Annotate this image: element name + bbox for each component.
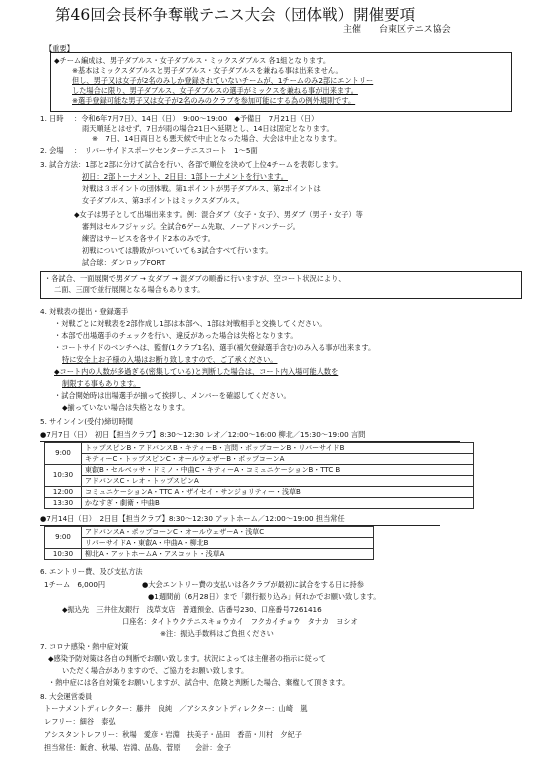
table-row <box>45 549 374 560</box>
table-row <box>45 443 474 454</box>
section-line: トーナメントディレクター：藤井 良純 ／アシスタントディレクター：山崎 嵐 <box>44 704 308 713</box>
section-line: 練習はサービスを各サイド2本のみです。 <box>82 234 215 243</box>
day2-heading: ●7月14日（日） 2日目【担当クラブ】8:30～12:30 アットホーム／12:00～19:00 担当常任 <box>40 514 345 523</box>
section-line: 対戦は３ポイントの団体戦。第1ポイントが男子ダブルス、第2ポイントは <box>82 184 321 193</box>
table-row <box>45 498 474 509</box>
section-heading: 3. 試合方法 <box>40 160 78 169</box>
table-row <box>45 454 474 465</box>
section-line: ・試合開始時は出場選手が揃って挨拶し、メンバーを確認してください。 <box>54 391 291 400</box>
notice-line: ※選手登録可能な男子又は女子が2名のみのクラブを参加可能にする為の例外規則です。 <box>72 96 356 105</box>
section-heading: 8. 大会運営委員 <box>40 692 93 701</box>
section-line: 審判はセルフジャッジ。全試合6ゲーム先取、ノーアドバンテージ。 <box>82 222 300 231</box>
section-heading: 4. 対戦表の提出・登録選手 <box>40 307 129 316</box>
section-line: ・本部で出場選手のチェックを行い、違反があった場合は失格となります。 <box>54 331 298 340</box>
section-line: ※注：振込手数料はご負担ください <box>160 629 274 638</box>
page-title: 第46回会長杯争奪戦テニス大会（団体戦）開催要項 <box>55 6 416 24</box>
notice-label: 【重要】 <box>45 44 74 53</box>
section-line: ◆感染予防対策は各自の判断でお願い致します。状況によっては主催者の指示に従って <box>48 654 327 663</box>
section-heading: 6. エントリー費、及び支払方法 <box>40 567 143 576</box>
section-line: 制限する事もあります。 <box>62 379 141 388</box>
clubs-cell: キティーC・トップスピンC・オールウェザーB・ポップコーンA <box>82 454 474 465</box>
section-line: 雨天順延とはせず、7日が雨の場合21日へ延期とし、14日は固定となります。 <box>82 124 334 133</box>
section-line: ◆女子は男子として出場出来ます。例：混合ダブ（女子・女子）、男ダブ（男子・女子）等 <box>74 210 363 219</box>
section-line: 試合球：ダンロップFORT <box>82 258 166 267</box>
table-row <box>45 527 374 538</box>
section-line: ・熱中症には各自対策をお願いしますが、試合中、危険と判断した場合、棄権して頂きます。 <box>48 678 350 687</box>
clubs-cell: コミュニケーションA・TTC A・ザイセイ・サンジョリティー・浅草B <box>82 487 474 498</box>
day2-schedule-table <box>44 526 374 560</box>
clubs-cell: トップスピンB・アドバンスB・キティーB・言問・ポップコーンB・リバーサイドB <box>82 443 474 454</box>
section-heading: 2. 会場 <box>40 146 64 155</box>
day1-schedule-table <box>44 442 474 509</box>
time-cell: 12:00 <box>45 487 82 498</box>
entry-fee: 1チーム 6,000円 <box>44 580 106 589</box>
section-line: 初戦については勝敗がついていても3試合すべて行います。 <box>82 246 273 255</box>
time-cell: 10:30 <box>45 549 82 560</box>
clubs-cell: アドバンスA・ポップコーンC・オールウェザーA・浅草C <box>82 527 374 538</box>
section-heading: 5. サインイン(受付)締切時間 <box>40 417 133 426</box>
section-line: いただく場合がありますので、ご協力をお願い致します。 <box>62 666 249 675</box>
section-line: レフリー：細谷 泰弘 <box>44 717 116 726</box>
section-line: 初日：2部トーナメント、2日目：1部トーナメントを行います。 <box>82 172 288 181</box>
time-cell: 9:00 <box>45 443 82 465</box>
section-line: ※ 7日、14日両日とも悪天候で中止となった場合、大会は中止となります。 <box>92 134 342 143</box>
clubs-cell: リバーサイドA・東叡A・中曲A・柳北B <box>82 538 374 549</box>
section-line: アシスタントレフリー：秋場 愛彦・岩淵 扶美子・品田 香苗・川村 夕紀子 <box>44 730 302 739</box>
bank-info: ◆振込先 三井住友銀行 浅草支店 普通預金、店番号230、口座番号7261416 <box>62 605 322 614</box>
table-row <box>45 465 474 476</box>
notice-line: した場合に限り、男子ダブルス、女子ダブルスの選手がミックスを兼ねる事が出来ます。 <box>72 86 358 95</box>
clubs-cell: アドバンスC・レオ・トップスピンA <box>82 476 474 487</box>
court-note-line: ・各試合、一面展開で男ダブ → 女ダブ → 混ダブの順番に行いますが、空コート状況により、 <box>44 274 346 283</box>
clubs-cell: 東叡B・セルベッサ・ドミノ・中曲C・キティーA・コミュニケーションB・TTC B <box>82 465 474 476</box>
notice-line: ◆チーム編成は、男子ダブルス・女子ダブルス・ミックスダブルス 各1組となります。 <box>54 56 331 65</box>
section-line: ◆揃っていない場合は失格となります。 <box>62 403 190 412</box>
table-row <box>45 476 474 487</box>
clubs-cell: 柳北A・アットホームA・アスコット・浅草A <box>82 549 374 560</box>
section-line: ： リバーサイドスポーツセンターテニスコート 1～5面 <box>74 146 258 155</box>
section-line: ・コートサイドのベンチへは、監督(1クラブ1名)、選手(補欠登録選手含む)のみ入る事が出来ます。 <box>54 343 376 352</box>
day1-heading: ●7月7日（日） 初日【担当クラブ】8:30～12:30 レオ／12:00～16:00 柳北／15:30～19:00 言問 <box>40 430 366 439</box>
clubs-cell: かなすぎ・劇衛・中曲B <box>82 498 474 509</box>
notice-line: 但し、男子又は女子が2名のみしか登録されていないチームが、1チームのみ2部にエントリー <box>72 76 374 85</box>
time-cell: 9:00 <box>45 527 82 549</box>
section-line: 担当常任：飯倉、秋場、岩淵、品島、菅原 会計：金子 <box>44 743 231 752</box>
section-heading: 7. コロナ感染・熱中症対策 <box>40 642 129 651</box>
section-line: 女子ダブルス、第3ポイントはミックスダブルス。 <box>82 196 244 205</box>
table-row <box>45 538 374 549</box>
section-line: 特に安全上お子様の入場はお断り致しますので、ご了承ください。 <box>62 355 278 364</box>
section-line: ：1部と2部に分けて試合を行い、各部で順位を決めて上位4チームを表彰します。 <box>78 160 343 169</box>
time-cell: 10:30 <box>45 465 82 487</box>
section-line: ●1週間前（6月28日）まで「銀行振り込み」何れかでお願い致します。 <box>148 592 381 601</box>
notice-line: ※基本はミックスダブルスと男子ダブルス・女子ダブルスを兼ねる事は出来ません。 <box>72 66 343 75</box>
section-line: ●大会エントリー費の支払いは各クラブが最初に試合をする日に持参 <box>142 580 364 589</box>
court-note-line: 二面、三面で並行展開となる場合もあります。 <box>54 285 205 294</box>
section-line: ・対戦ごとに対戦表を2部作成し1部は本部へ、1部は対戦相手と交換してください。 <box>54 319 327 328</box>
organizer: 主催 台東区テニス協会 <box>343 25 451 35</box>
account-name: 口座名：タイトウクテニスキョウカイ フクカイチョウ タナカ ヨシオ <box>122 617 358 626</box>
section-line: ：令和6年7月7日）、14日（日） 9:00～19:00 ◆予備日 7月21日（日） <box>74 114 319 123</box>
time-cell: 13:30 <box>45 498 82 509</box>
table-row <box>45 487 474 498</box>
section-heading: 1. 日時 <box>40 114 64 123</box>
section-line: ◆コート内の人数が多過ぎる(密集している)と判断した場合は、コート内入場可能人数を <box>54 367 339 376</box>
